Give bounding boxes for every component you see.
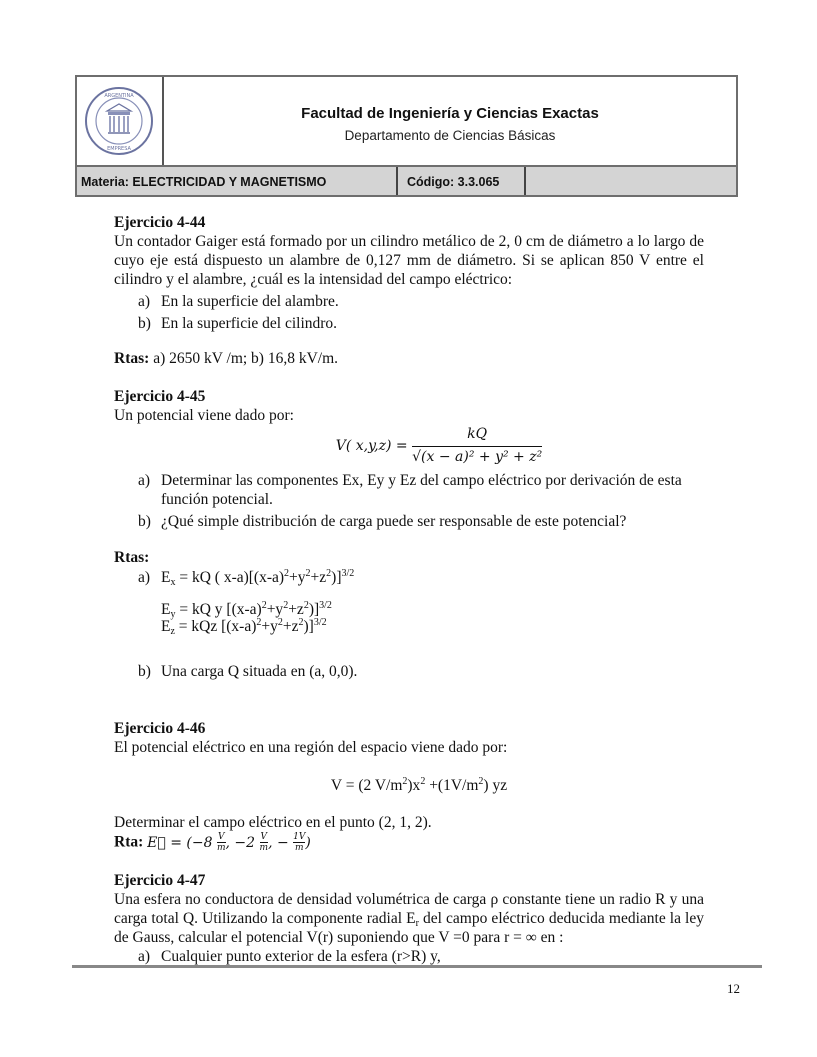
- exercise-title: Ejercicio 4-47: [114, 872, 206, 889]
- numerator: 1V: [293, 832, 306, 842]
- list-item: [114, 292, 704, 311]
- exponent: 2: [305, 568, 311, 579]
- formula-part: V = (2 V/m: [330, 777, 403, 794]
- item-label: b): [138, 315, 151, 332]
- ey-symbol: E: [161, 601, 171, 618]
- item-label: a): [138, 569, 151, 586]
- item-label: a): [138, 472, 151, 489]
- potential-formula: [134, 776, 704, 795]
- term: +z: [310, 569, 327, 586]
- subscript: r: [415, 918, 419, 929]
- department-subtitle: Departamento de Ciencias Básicas: [344, 128, 556, 143]
- formula-lhs: V( x,y,z) =: [335, 438, 413, 454]
- faculty-title: Facultad de Ingeniería y Ciencias Exactas: [301, 105, 599, 122]
- term: +y: [266, 601, 284, 618]
- answer-part: ): [305, 834, 311, 851]
- exercise-question: Determinar el campo eléctrico en el punto (2, 1, 2).: [114, 814, 432, 831]
- formula-numerator: kQ: [412, 425, 542, 447]
- exponent: 2: [277, 617, 283, 628]
- ez-expression: = kQz [(x-a): [174, 618, 257, 635]
- unit-fraction: [217, 832, 226, 853]
- document-body: [114, 213, 704, 966]
- denominator: m: [259, 843, 269, 853]
- answer-label: Rtas:: [114, 350, 150, 367]
- document-header-table: [75, 75, 738, 197]
- answer-ey: [114, 601, 704, 618]
- denominator: m: [295, 843, 304, 853]
- exponent: 2: [420, 776, 426, 787]
- item-text: Determinar las componentes Ex, Ey y Ez del campo eléctrico por derivación de esta función potencial.: [161, 472, 682, 508]
- header-bottom-row: [77, 167, 736, 195]
- exponent: 2: [283, 600, 289, 611]
- item-text: En la superficie del cilindro.: [161, 315, 338, 332]
- exponent: 2: [298, 617, 304, 628]
- item-text: Cualquier punto exterior de la esfera (r>R) y,: [161, 948, 441, 965]
- term: )]: [308, 601, 320, 618]
- item-label: b): [138, 513, 151, 530]
- term: +z: [282, 618, 299, 635]
- term: +z: [288, 601, 304, 618]
- formula-part: )x: [407, 777, 421, 794]
- exponent: 2: [326, 568, 332, 579]
- list-item: [114, 512, 704, 531]
- item-text: En la superficie del alambre.: [161, 293, 339, 310]
- exponent: 3/2: [313, 617, 327, 628]
- exponent: 3/2: [319, 600, 332, 611]
- term: )]: [303, 618, 314, 635]
- exercise-statement: El potencial eléctrico en una región del espacio viene dado por:: [114, 739, 508, 756]
- answer-text: a) 2650 kV /m; b) 16,8 kV/m.: [149, 350, 339, 367]
- formula-denominator: √(x − a)² + y² + z²: [412, 449, 543, 465]
- statement-part: Una esfera no conductora de densidad volumétrica de carga ρ constante tiene un radio R y una carga total Q. Utilizando la componente radial E: [114, 891, 704, 927]
- formula-part: +(1V/m: [425, 777, 479, 794]
- exercise-statement: Un potencial viene dado por:: [114, 407, 294, 424]
- university-seal-icon: [77, 77, 162, 165]
- svg-text:ARGENTINA: ARGENTINA: [104, 93, 134, 99]
- exercise-title: Ejercicio 4-46: [114, 720, 206, 737]
- numerator: V: [260, 832, 268, 842]
- exponent: 2: [303, 600, 309, 611]
- term: +y: [289, 569, 306, 586]
- statement-part: del campo eléctrico deducida mediante la ley de Gauss, calcular el potencial V(r) suponiendo que V =0 para r = ∞ en :: [114, 910, 704, 946]
- item-label: a): [138, 948, 151, 965]
- list-item: [114, 314, 704, 333]
- answer-line: [114, 349, 704, 368]
- ex-symbol: E: [161, 569, 171, 586]
- exercise-4-47: [114, 871, 704, 966]
- unit-fraction: [260, 832, 269, 853]
- exponent: 2: [256, 617, 262, 628]
- answer-part: , −2: [225, 834, 256, 851]
- answer-ex: [114, 568, 704, 587]
- answer-part: E⃗ = (−8: [147, 834, 213, 851]
- numerator: V: [217, 832, 225, 842]
- exponent: 2: [402, 776, 408, 787]
- item-label: a): [138, 293, 151, 310]
- item-label: b): [138, 663, 151, 680]
- ex-expression: = kQ ( x-a)[(x-a): [175, 569, 285, 586]
- ez-symbol: E: [161, 618, 171, 635]
- svg-text:EMPRESA: EMPRESA: [107, 146, 131, 152]
- answer-label: Rtas:: [114, 549, 150, 566]
- answer-label: Rta:: [114, 833, 144, 851]
- exponent: 2: [284, 568, 290, 579]
- list-item: [114, 471, 704, 509]
- answer-ez: [114, 618, 704, 635]
- field-vector-answer: [147, 832, 311, 853]
- answer-b: [114, 662, 704, 681]
- item-text: Una carga Q situada en (a, 0,0).: [161, 663, 358, 680]
- answer-part: , −: [268, 834, 289, 851]
- exercise-title: Ejercicio 4-45: [114, 388, 206, 405]
- empty-cell: [528, 167, 736, 195]
- exercise-4-45: [114, 387, 704, 681]
- subscript: z: [170, 626, 175, 637]
- denominator: m: [216, 843, 226, 853]
- unit-fraction: [293, 832, 305, 853]
- title-cell: [164, 77, 736, 165]
- subscript: y: [170, 609, 176, 620]
- subscript: x: [170, 577, 176, 588]
- list-item: [114, 947, 704, 966]
- exponent: 2: [478, 776, 484, 787]
- subject-cell: Materia: ELECTRICIDAD Y MAGNETISMO: [77, 167, 398, 195]
- page-number: 12: [727, 981, 740, 996]
- term: +y: [261, 618, 278, 635]
- header-top-row: [77, 77, 736, 167]
- exercise-4-44: [114, 213, 704, 368]
- course-code-cell: Código: 3.3.065: [400, 167, 526, 195]
- answer-line: [114, 832, 704, 853]
- exercise-statement: Un contador Gaiger está formado por un cilindro metálico de 2, 0 cm de diámetro a lo largo de cuyo eje está dispuesto un alambre de 0,127 mm de diámetro. Si se aplican 850 V entre el cilindro y el alambre, ¿cuál es la intensidad del campo eléctrico:: [114, 233, 704, 288]
- item-text: ¿Qué simple distribución de carga puede ser responsable de este potencial?: [161, 513, 627, 530]
- exercise-statement: [114, 890, 704, 947]
- exponent: 3/2: [341, 568, 355, 579]
- formula-fraction: [412, 425, 542, 467]
- formula-part: ) yz: [483, 777, 508, 794]
- exercise-4-46: [114, 719, 704, 853]
- footer-divider: [72, 965, 762, 968]
- exercise-title: Ejercicio 4-44: [114, 214, 206, 231]
- logo-cell: [77, 77, 164, 165]
- ey-expression: = kQ y [(x-a): [175, 601, 262, 618]
- term: )]: [331, 569, 342, 586]
- potential-formula: [174, 425, 704, 467]
- exponent: 2: [261, 600, 267, 611]
